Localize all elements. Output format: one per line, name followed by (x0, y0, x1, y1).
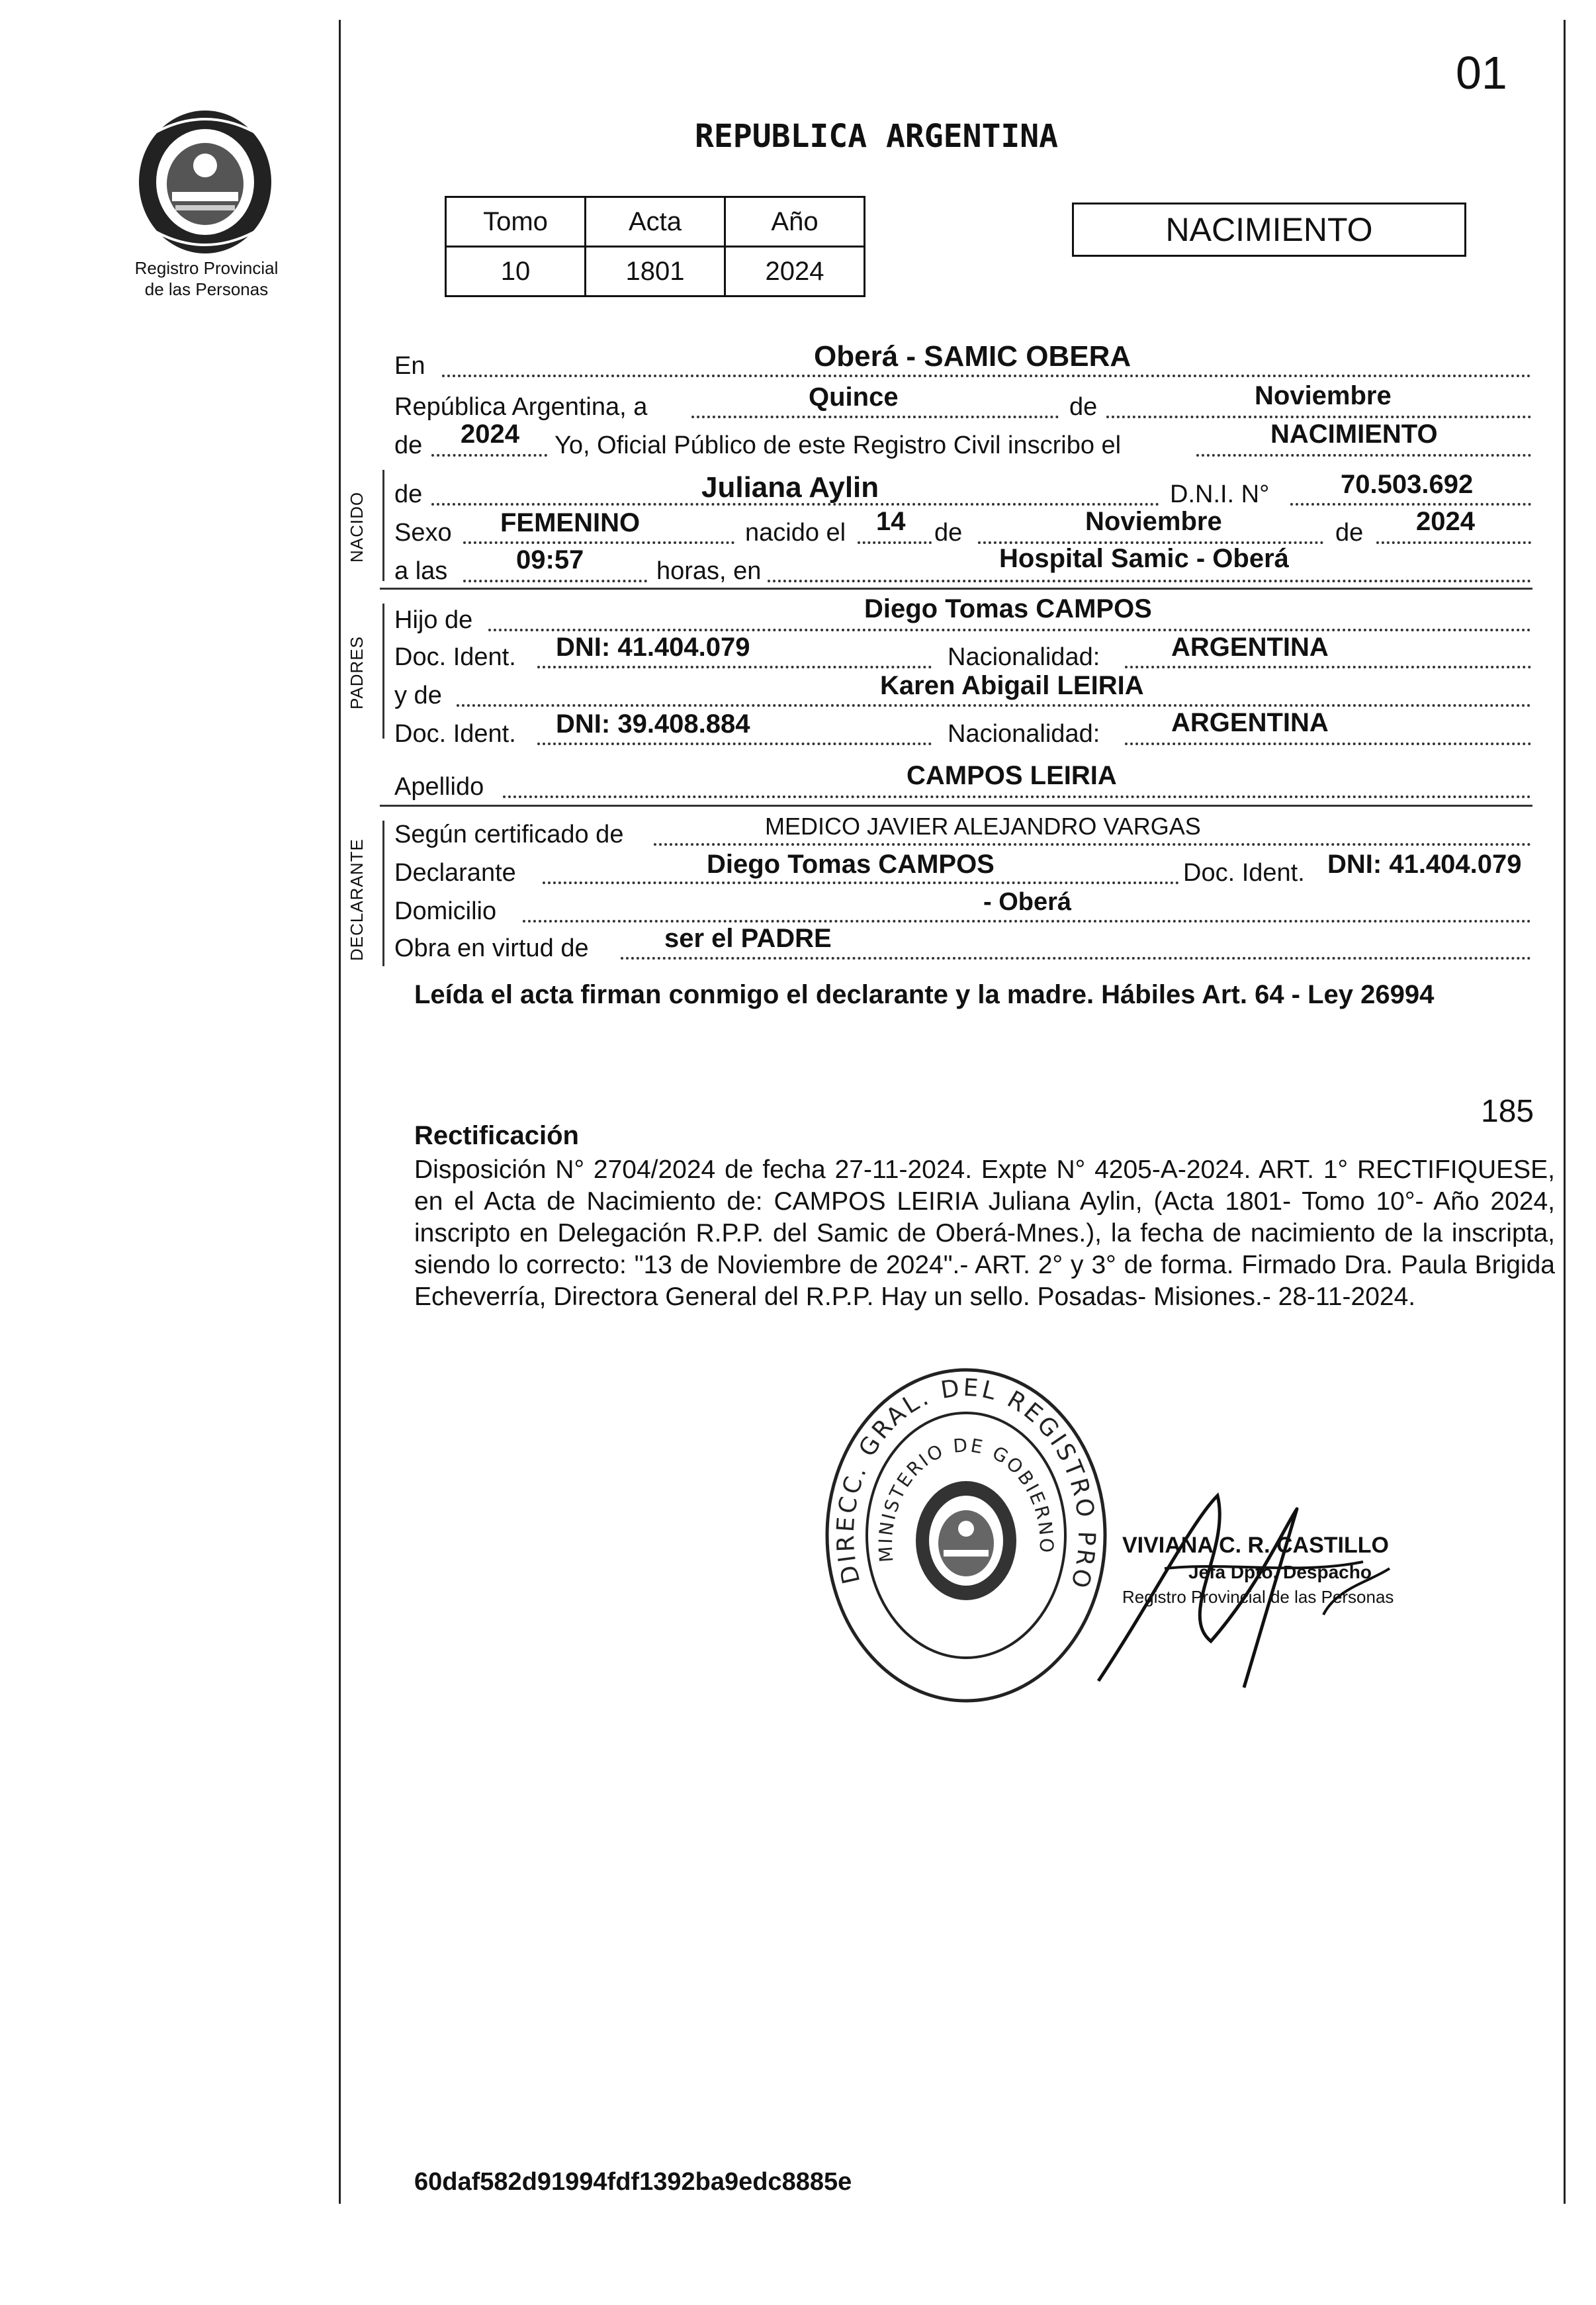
right-margin-line (1564, 20, 1566, 2204)
dotline-lugar-nac (768, 580, 1531, 582)
value-madre: Karen Abigail LEIRIA (880, 671, 1144, 700)
bracket-declarante (382, 821, 384, 966)
value-tomo: 10 (446, 247, 586, 296)
dotline-hora (463, 580, 647, 582)
label-y-de: y de (394, 682, 442, 709)
value-declarante: Diego Tomas CAMPOS (707, 850, 995, 879)
value-nac-mes: Noviembre (1085, 507, 1222, 536)
label-dni: D.N.I. N° (1170, 480, 1270, 508)
dotline-declarante (543, 881, 1179, 884)
label-yo-oficial: Yo, Oficial Público de este Registro Civil inscribo el (554, 431, 1122, 459)
header-anio: Año (725, 197, 865, 247)
dotline-padre-nac (1125, 666, 1531, 668)
value-madre-doc: DNI: 39.408.884 (556, 709, 750, 739)
value-mes: Noviembre (1255, 381, 1392, 410)
seal-outer-text: DIRECC. GRAL. DEL REGISTRO PRO (832, 1374, 1100, 1593)
label-en: En (394, 352, 425, 380)
logo-caption-line1: Registro Provincial (134, 258, 279, 278)
label-obra-virtud: Obra en virtud de (394, 934, 589, 962)
label-horas-en: horas, en (656, 557, 762, 585)
header-tomo: Tomo (446, 197, 586, 247)
label-de-nombre: de (394, 480, 423, 508)
dotline-dia (691, 416, 1059, 418)
label-de4: de (1335, 519, 1364, 547)
label-nacido-el: nacido el (745, 519, 846, 547)
signature-name: VIVIANA C. R. CASTILLO (1122, 1533, 1389, 1558)
value-certificado: MEDICO JAVIER ALEJANDRO VARGAS (765, 813, 1201, 840)
label-doc-ident1: Doc. Ident. (394, 643, 516, 671)
label-de2: de (394, 431, 423, 459)
value-acta: 1801 (586, 247, 725, 296)
rectificacion-text: Disposición N° 2704/2024 de fecha 27-11-2024. Expte N° 4205-A-2024. ART. 1° RECTIFIQUESE, en el Acta de Nacimiento de: CAMPOS LEIRIA Juliana Aylin, (Acta 1801- Tomo 10°- Año 2024, inscripto en Delegación R.P.P. del Samic de Oberá-Mnes.), la fecha de nacimiento de la inscripta, siendo lo correcto: "13 de Noviembre de 2024".- ART. 2° y 3° de forma. Firmado Dra. Paula Brigida Echeverría, Directora General del R.P.P. Hay un sello. Posadas- Misiones.- 28-11-2024. (414, 1155, 1555, 1311)
value-anio: 2024 (725, 247, 865, 296)
label-domicilio: Domicilio (394, 897, 497, 925)
dotline-madre (457, 704, 1531, 707)
value-sexo: FEMENINO (500, 508, 641, 537)
rectificacion-title: Rectificación (414, 1121, 579, 1150)
side-label-nacido: NACIDO (347, 491, 367, 563)
page-number: 01 (1456, 47, 1507, 99)
value-anio-inscr: 2024 (461, 420, 519, 449)
value-apellido: CAMPOS LEIRIA (907, 761, 1117, 790)
label-nacionalidad1: Nacionalidad: (948, 643, 1100, 671)
dotline-anio (431, 454, 547, 457)
separator-nacido (380, 588, 1532, 590)
dotline-domicilio (523, 920, 1531, 923)
dotline-padre-doc (537, 666, 932, 668)
province-logo (129, 106, 281, 258)
dotline-madre-nac (1125, 743, 1531, 745)
country-title: REPUBLICA ARGENTINA (695, 118, 1059, 155)
label-nacionalidad2: Nacionalidad: (948, 720, 1100, 748)
dotline-madre-doc (537, 743, 932, 745)
dotline-padre (488, 629, 1531, 631)
value-madre-nac: ARGENTINA (1171, 708, 1329, 737)
label-hijo-de: Hijo de (394, 606, 473, 634)
signing-note: Leída el acta firman conmigo el declarante y la madre. Hábiles Art. 64 - Ley 26994 (414, 980, 1435, 1009)
value-lugar-nac: Hospital Samic - Oberá (999, 544, 1289, 573)
dotline-en (442, 375, 1531, 377)
label-apellido: Apellido (394, 773, 484, 801)
left-margin-line (339, 20, 341, 2204)
label-sexo: Sexo (394, 519, 452, 547)
value-nac-dia: 14 (876, 507, 906, 536)
side-number: 185 (1481, 1094, 1534, 1129)
label-doc-ident2: Doc. Ident. (394, 720, 516, 748)
value-virtud: ser el PADRE (664, 924, 832, 953)
misiones-emblem-icon (129, 106, 281, 258)
header-acta: Acta (586, 197, 725, 247)
label-declarante: Declarante (394, 859, 516, 887)
dotline-nac-anio (1376, 541, 1531, 544)
dotline-nac-dia (858, 541, 932, 544)
dotline-tipo (1196, 454, 1531, 457)
record-type-box (1072, 203, 1466, 257)
seal-inner-text: MINISTERIO DE GOBIERNO (874, 1434, 1058, 1563)
value-tipo: NACIMIENTO (1270, 420, 1438, 449)
dotline-sexo (463, 541, 734, 544)
bracket-nacido (382, 470, 384, 581)
value-lugar: Oberá - SAMIC OBERA (814, 340, 1131, 373)
dotline-dni (1290, 503, 1531, 506)
separator-apellido (380, 805, 1532, 807)
dotline-certificado (654, 843, 1531, 846)
document-hash: 60daf582d91994fdf1392ba9edc8885e (414, 2168, 852, 2196)
side-label-padres: PADRES (347, 636, 367, 709)
value-padre-nac: ARGENTINA (1171, 633, 1329, 662)
signature-role: Jefa Dpto. Despacho (1188, 1562, 1372, 1582)
record-type-label: NACIMIENTO (1165, 211, 1373, 248)
label-de1: de (1069, 393, 1098, 421)
value-domicilio: - Oberá (983, 888, 1072, 916)
label-de3: de (934, 519, 963, 547)
label-republica: República Argentina, a (394, 393, 648, 421)
label-segun-cert: Según certificado de (394, 821, 624, 848)
dotline-apellido (503, 795, 1531, 798)
value-declarante-doc: DNI: 41.404.079 (1327, 850, 1522, 879)
label-doc-ident3: Doc. Ident. (1183, 859, 1305, 887)
label-a-las: a las (394, 557, 448, 585)
signature-org: Registro Provincial de las Personas (1122, 1587, 1394, 1607)
dotline-virtud (621, 957, 1531, 960)
value-dni: 70.503.692 (1341, 470, 1474, 499)
value-padre: Diego Tomas CAMPOS (864, 594, 1152, 623)
record-number-table (445, 196, 865, 297)
value-padre-doc: DNI: 41.404.079 (556, 633, 750, 662)
value-nac-anio: 2024 (1416, 507, 1475, 536)
side-label-declarante: DECLARANTE (347, 838, 367, 961)
dotline-mes (1106, 416, 1531, 418)
value-dia: Quince (809, 383, 899, 412)
logo-caption-line2: de las Personas (144, 279, 269, 299)
value-nombre: Juliana Aylin (701, 471, 879, 504)
value-hora: 09:57 (516, 545, 584, 574)
bracket-padres (382, 604, 384, 739)
